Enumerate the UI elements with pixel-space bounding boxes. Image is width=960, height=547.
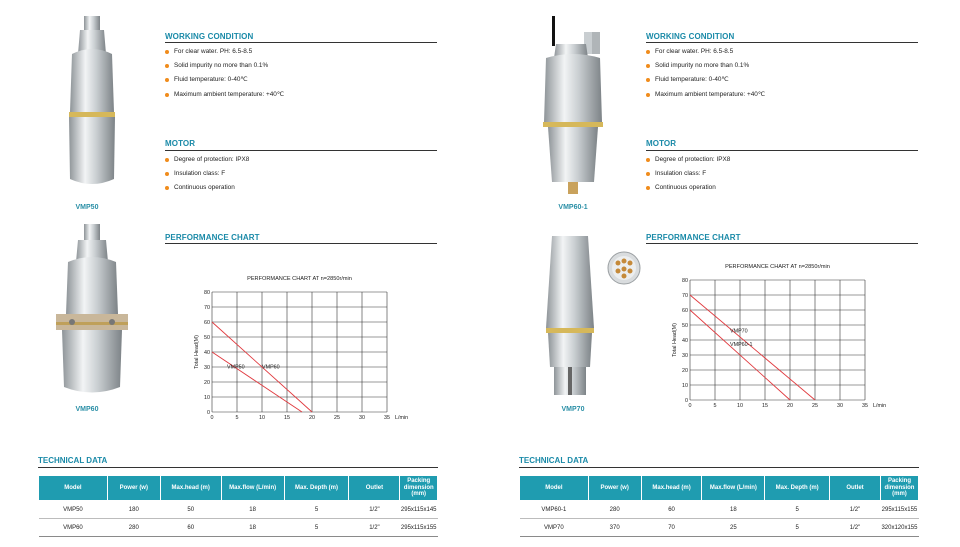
working-condition-list — [646, 47, 765, 104]
list-item: For clear water. PH: 6.5-8.5 — [646, 47, 765, 61]
list-item: Fluid temperature: 0-40℃ — [165, 75, 284, 89]
cell: VMP60 — [39, 519, 108, 537]
x-tick-label: 15 — [284, 415, 290, 421]
pump-label-vmp60-1: VMP60-1 — [558, 204, 588, 211]
cell: 1/2" — [349, 501, 400, 519]
performance-chart-left — [190, 270, 420, 430]
x-tick-label: 5 — [713, 403, 717, 409]
list-item: Continuous operation — [165, 183, 249, 197]
y-tick-label: 60 — [204, 320, 210, 326]
divider — [165, 243, 437, 244]
divider — [646, 42, 918, 43]
divider — [519, 467, 919, 468]
technical-data-table-right — [519, 475, 919, 537]
cell: 25 — [702, 519, 765, 537]
working-condition-title: WORKING CONDITION — [165, 32, 254, 41]
technical-data-table-left — [38, 475, 438, 537]
list-item: Fluid temperature: 0-40℃ — [646, 75, 765, 89]
header-outlet: Outlet — [830, 476, 881, 501]
motor-list — [165, 155, 249, 198]
y-tick-label: 40 — [204, 350, 210, 356]
performance-chart-title: PERFORMANCE CHART — [165, 233, 260, 242]
header-max-depth: Max. Depth (m) — [284, 476, 349, 501]
header-max-flow: Max.flow (L/min) — [702, 476, 765, 501]
y-tick-label: 70 — [204, 305, 210, 311]
header-model: Model — [520, 476, 589, 501]
cell: 180 — [107, 501, 160, 519]
divider — [646, 243, 918, 244]
header-max-flow: Max.flow (L/min) — [221, 476, 284, 501]
x-tick-label: 20 — [309, 415, 315, 421]
x-tick-label: 0 — [210, 415, 214, 421]
series-label: VMP70 — [730, 328, 748, 335]
y-tick-label: 10 — [204, 395, 210, 401]
y-tick-label: 30 — [682, 353, 688, 359]
table-header-row — [520, 476, 919, 501]
chart-title: PERFORMANCE CHART AT n=2850r/min — [247, 276, 352, 282]
pump-label-vmp60: VMP60 — [75, 406, 99, 413]
cell: 295x115x155 — [400, 519, 438, 537]
impeller-detail-image — [606, 250, 642, 286]
technical-data-title: TECHNICAL DATA — [38, 456, 108, 465]
y-tick-label: 10 — [682, 383, 688, 389]
cell: VMP50 — [39, 501, 108, 519]
cell: 370 — [588, 519, 641, 537]
x-tick-label: 30 — [837, 403, 843, 409]
cell: 280 — [107, 519, 160, 537]
header-power: Power (w) — [588, 476, 641, 501]
x-tick-label: 10 — [737, 403, 743, 409]
y-tick-label: 20 — [204, 380, 210, 386]
y-tick-label: 60 — [682, 308, 688, 314]
table-header-row — [39, 476, 438, 501]
x-axis-label: L/min — [873, 403, 887, 409]
series-label: VMP60 — [262, 364, 280, 371]
list-item: Degree of protection: IPX8 — [646, 155, 730, 169]
cell: 50 — [160, 501, 221, 519]
header-max-head: Max.head (m) — [641, 476, 702, 501]
divider — [165, 42, 437, 43]
y-tick-label: 0 — [207, 410, 210, 416]
working-condition-list — [165, 47, 284, 104]
working-condition-title: WORKING CONDITION — [646, 32, 735, 41]
divider — [165, 150, 437, 151]
series-line-vmp70 — [690, 295, 815, 400]
table-row — [520, 501, 919, 519]
y-tick-label: 0 — [685, 398, 688, 404]
list-item: Insulation class: F — [165, 169, 249, 183]
y-tick-label: 50 — [682, 323, 688, 329]
series-label: VMP60-1 — [730, 342, 753, 348]
header-max-head: Max.head (m) — [160, 476, 221, 501]
list-item: Solid impurity no more than 0.1% — [165, 61, 284, 75]
motor-title: MOTOR — [165, 139, 196, 148]
table-row — [520, 519, 919, 537]
header-outlet: Outlet — [349, 476, 400, 501]
pump-label-vmp50: VMP50 — [75, 204, 99, 211]
divider — [646, 150, 918, 151]
cell: VMP70 — [520, 519, 589, 537]
x-tick-label: 20 — [787, 403, 793, 409]
y-axis-label: Total Head(M) — [672, 323, 678, 357]
y-tick-label: 30 — [204, 365, 210, 371]
cell: 1/2" — [349, 519, 400, 537]
motor-title: MOTOR — [646, 139, 677, 148]
pump-image-vmp60 — [52, 222, 132, 400]
cell: 18 — [221, 501, 284, 519]
pump-label-vmp70: VMP70 — [561, 406, 585, 413]
pump-image-vmp50 — [60, 14, 124, 194]
cell: 295x115x145 — [400, 501, 438, 519]
x-tick-label: 25 — [334, 415, 340, 421]
list-item: For clear water. PH: 6.5-8.5 — [165, 47, 284, 61]
cell: 18 — [221, 519, 284, 537]
cell: 295x115x155 — [880, 501, 918, 519]
pump-image-vmp70 — [538, 232, 608, 400]
x-tick-label: 30 — [359, 415, 365, 421]
cell: VMP60-1 — [520, 501, 589, 519]
pump-image-vmp60-1 — [538, 14, 608, 199]
list-item: Solid impurity no more than 0.1% — [646, 61, 765, 75]
header-power: Power (w) — [107, 476, 160, 501]
cell: 18 — [702, 501, 765, 519]
x-tick-label: 10 — [259, 415, 265, 421]
divider — [38, 467, 438, 468]
list-item: Maximum ambient temperature: +40℃ — [165, 90, 284, 104]
x-tick-label: 5 — [235, 415, 239, 421]
table-row — [39, 501, 438, 519]
x-axis-label: L/min — [395, 415, 409, 421]
y-axis-label: Total Head(M) — [194, 335, 200, 369]
header-max-depth: Max. Depth (m) — [765, 476, 830, 501]
y-tick-label: 40 — [682, 338, 688, 344]
y-tick-label: 70 — [682, 293, 688, 299]
table-row — [39, 519, 438, 537]
cell: 5 — [284, 501, 349, 519]
list-item: Insulation class: F — [646, 169, 730, 183]
cell: 280 — [588, 501, 641, 519]
cell: 70 — [641, 519, 702, 537]
list-item: Degree of protection: IPX8 — [165, 155, 249, 169]
x-tick-label: 35 — [862, 403, 868, 409]
x-tick-label: 25 — [812, 403, 818, 409]
cell: 1/2" — [830, 519, 881, 537]
header-model: Model — [39, 476, 108, 501]
y-tick-label: 80 — [682, 278, 688, 284]
y-tick-label: 80 — [204, 290, 210, 296]
chart-title: PERFORMANCE CHART AT n=2850r/min — [725, 264, 830, 270]
cell: 5 — [765, 501, 830, 519]
list-item: Maximum ambient temperature: +40℃ — [646, 90, 765, 104]
cell: 320x120x155 — [880, 519, 918, 537]
technical-data-title: TECHNICAL DATA — [519, 456, 589, 465]
y-tick-label: 50 — [204, 335, 210, 341]
header-packing: Packing dimension (mm) — [880, 476, 918, 501]
cell: 60 — [641, 501, 702, 519]
cell: 1/2" — [830, 501, 881, 519]
cell: 5 — [284, 519, 349, 537]
x-tick-label: 35 — [384, 415, 390, 421]
series-label: VMP50 — [227, 364, 245, 371]
x-tick-label: 15 — [762, 403, 768, 409]
y-tick-label: 20 — [682, 368, 688, 374]
cell: 60 — [160, 519, 221, 537]
motor-list — [646, 155, 730, 198]
performance-chart-title: PERFORMANCE CHART — [646, 233, 741, 242]
header-packing: Packing dimension (mm) — [400, 476, 438, 501]
cell: 5 — [765, 519, 830, 537]
x-tick-label: 0 — [688, 403, 692, 409]
performance-chart-right — [668, 258, 898, 418]
list-item: Continuous operation — [646, 183, 730, 197]
